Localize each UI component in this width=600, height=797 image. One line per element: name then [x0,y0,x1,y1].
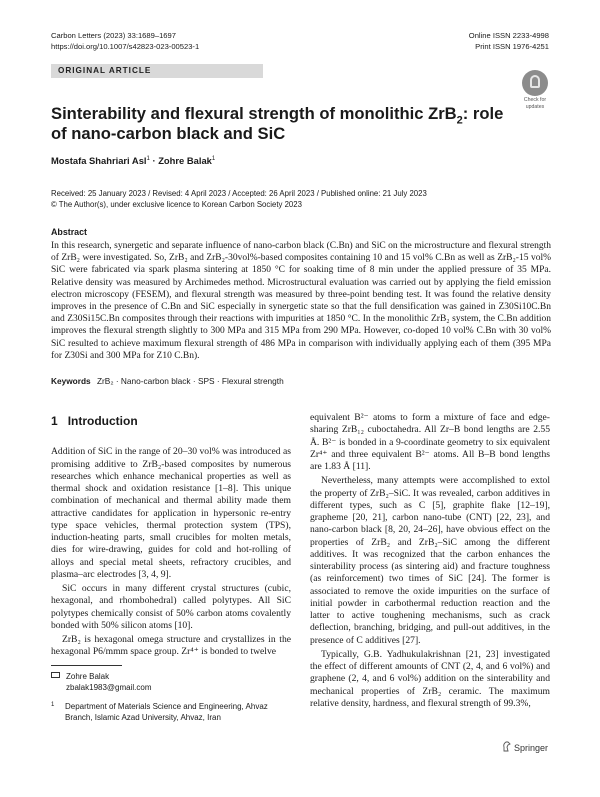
affiliation-sup: 1 [51,702,55,708]
body-right-column [310,412,550,712]
check-for-updates-badge[interactable] [518,70,552,110]
running-header-right [469,31,549,52]
journal-citation: Carbon Letters (2023) 33:1689–1697 [51,31,176,40]
affiliation-text: Department of Materials Science and Engineering, Ahvaz Branch, Islamic Azad University, Ahvaz, Iran [65,702,268,722]
paragraph: SiC occurs in many different crystal structures (cubic, hexagonal, and rhombohedral) called polytypes. All SiC polytypes chemically consist of 50% carbon atoms covalently bonded with 50% silicon atoms [10]. [51,583,291,631]
running-header-left [51,31,199,52]
keywords-list: ZrB₂ · Nano-carbon black · SPS · Flexural strength [96,376,284,386]
dates-line: Received: 25 January 2023 / Revised: 4 April 2023 / Accepted: 26 April 2023 / Published online: 21 July 2023 [51,189,427,198]
affiliation-footnote [51,702,291,723]
section-title: Introduction [67,414,138,428]
article-type-banner: ORIGINAL ARTICLE [51,64,263,78]
envelope-icon [51,672,60,678]
copyright-line: © The Author(s), under exclusive licence to Korean Carbon Society 2023 [51,199,302,209]
abstract-heading: Abstract [51,227,88,237]
paragraph: equivalent B²⁻ atoms to form a mixture of face and edge-sharing ZrB₁₂ cuboctahedra. All Zr–B bond lengths are 2.55 Å. B²⁻ is bonded in a 9-coordinate geometry to six equivalent Zr⁴⁺ and three equivalent B²⁻ atoms. All B–B bond lengths are 1.83 Å [11]. [310,412,550,472]
check-updates-line2: updates [525,104,545,110]
doi-link[interactable]: https://doi.org/10.1007/s42823-023-00523-1 [51,41,200,51]
body-left-column [51,410,291,661]
title-part1: Sinterability and flexural strength of monolithic ZrB [51,104,457,123]
keywords-label: Keywords [51,376,91,386]
author-name[interactable]: Mostafa Shahriari Asl [51,155,147,166]
paragraph: ZrB₂ is hexagonal omega structure and crystallizes in the hexagonal P6/mmm space group. Zr⁴⁺ is bonded to twelve [51,634,291,658]
author-list [51,155,215,166]
corresponding-email[interactable]: zbalak1983@gmail.com [66,682,152,692]
author-affil-sup: 1 [146,155,150,162]
author-separator: · [152,155,156,166]
keywords [51,376,284,386]
online-issn: Online ISSN 2233-4998 [468,31,549,40]
springer-horse-icon [502,741,511,754]
corresponding-name: Zohre Balak [66,672,110,681]
paragraph: Addition of SiC in the range of 20–30 vol% was introduced as promising additive to ZrB₂-based composites by numerous researches which enhance mechanical properties as well as thermal shock and oxidation resistance [1–8]. This unique combination of mechanical and thermal ability made them attractive candidates for application in hypersonic re-entry type space vehicles, thermal protection system (TPS), induction-heating parts, small crucibles for molten metals, dies for wire-drawing, guides for cold and hot-rolling of alloys and special metal sheets, refractory crucibles, and plasma–arc electrodes [3, 4, 9]. [51,446,291,580]
footnote-divider [51,665,122,666]
paragraph: Typically, G.B. Yadhukulakrishnan [21, 23] investigated the effect of different amounts of CNT (2, 4, and 6 vol%) and graphene (2, 4, and 6 vol%) addition on the sinterability and mechanical properties of ZrB₂ ceramic. The maximum relative density, hardness, and flexural strength of 99.3%, [310,648,550,709]
article-history [51,189,427,210]
check-updates-icon [522,70,548,96]
title-part2: : role of nano-carbon black and SiC [51,104,504,143]
abstract-text: In this research, synergetic and separate influence of nano-carbon black (C.Bn) and SiC on the microstructure and flexural strength of ZrB₂ were investigated. So, ZrB₂ and ZrB₂-30vol%-based composites containing 10 and 15 vol% C.Bn as well as ZrB₂-15 vol% SiC were fabricated via spark plasma sintering at 1850 °C for soaking time of 8 min under the applied pressure of 35 MPa. Relative density was measured by Archimedes method. Microstructural evaluation was carried out by applying the field emission electron microscopy (FESEM), and flexural strength was measured by three-point bending test. It was found the relative density improves in the presence of C.Bn and SiC especially in synergetic state so that the full densification was gained in Z30Si10C.Bn and Z30Si15C.Bn composites through their reactions with impurities at 1850 °C. In the monolithic ZrB₂ system, the C.Bn addition improves the flexural strength slightly to 300 MPa and 315 MPa from 290 MPa. However, co-doped 10 vol% C.Bn with 30 vol% SiC resulted to achieve maximum flexural strength of 486 MPa in comparison with individually applying each of them (395 MPa for Z30Si and 300 MPa for Z10 C.Bn). [51,241,551,361]
author-name[interactable]: Zohre Balak [158,155,212,166]
section-heading [51,415,291,427]
publisher-name: Springer [513,743,548,753]
author-affil-sup: 1 [211,155,216,162]
check-updates-line1: Check for [523,97,547,103]
section-number: 1 [51,414,58,428]
paragraph: Nevertheless, many attempts were accomplished to extol the property of ZrB₂–SiC. It was revealed, carbon additives in different types, such as C [5], graphite flake [12–19], grapheme [20, 21], carbon nano-tube (CNT) [22, 23], and nano-carbon black [8, 20, 24–26], have obvious effect on the properties of ZrB₂ and ZrB₂–SiC among the different additives. It was recognized that the carbon enhances the sinterability process (as sintering aid) and fracture toughness (as reinforcement) two times of SiC [24]. The former is associated to remove the oxide impurities on the surface of initial powder in carbothermal reduction reaction and the latter to active toughening mechanisms, such as crack deflection, branching, bridging, and pull-out additives, in the presence of C additives [27]. [310,475,550,646]
print-issn: Print ISSN 1976-4251 [475,41,549,51]
publisher-mark [502,741,548,754]
corresponding-author-footnote [51,672,152,693]
title-subscript: 2 [456,114,463,127]
article-title [51,104,521,143]
